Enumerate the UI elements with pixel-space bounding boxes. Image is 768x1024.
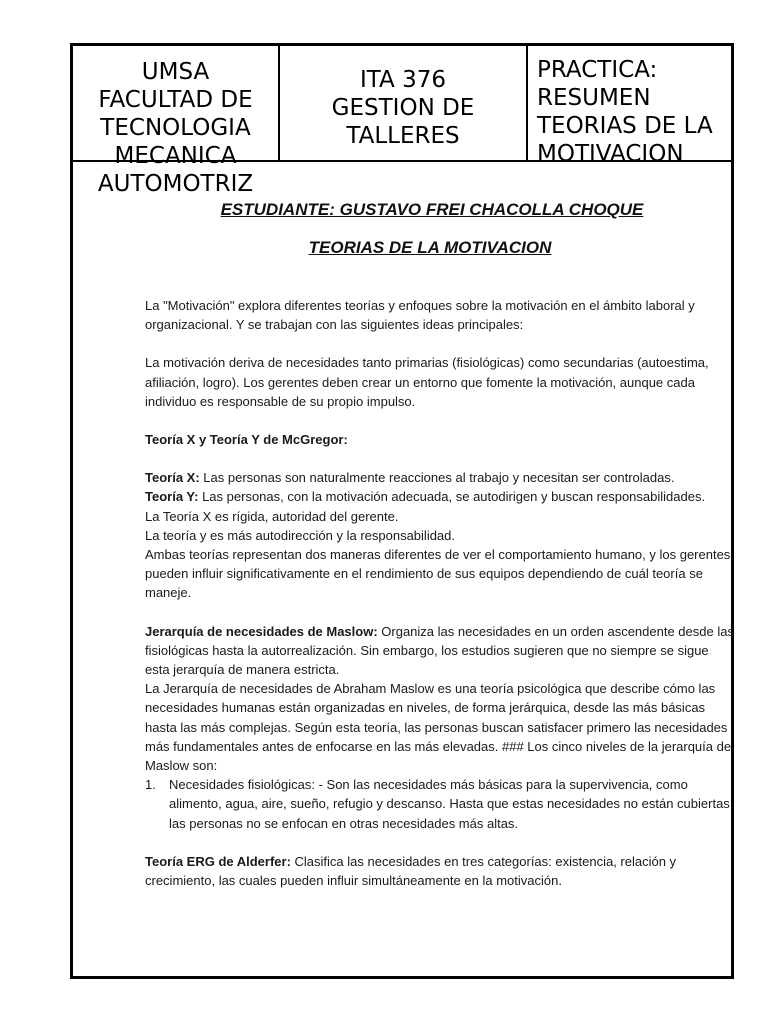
- main-title: TEORIAS DE LA MOTIVACION: [308, 238, 552, 257]
- list-item: [145, 775, 735, 833]
- header-line: AUTOMOTRIZ: [97, 171, 254, 197]
- header-cell-institution: [73, 46, 280, 197]
- paragraph-erg: [145, 852, 735, 890]
- header-line: TEORIAS DE LA: [537, 113, 713, 139]
- header-line: MOTIVACION: [537, 141, 684, 167]
- paragraph-maslow: [145, 622, 735, 680]
- header-table: [73, 46, 731, 197]
- student-heading: ESTUDIANTE: GUSTAVO FREI CHACOLLA CHOQUE: [220, 200, 644, 219]
- list-number: 1.: [145, 777, 156, 793]
- header-cell-course: [280, 46, 528, 160]
- header-line: TECNOLOGIA: [100, 115, 251, 141]
- page-frame: [70, 43, 734, 979]
- header-line: PRACTICA:: [537, 57, 658, 83]
- theory-x-text: Las personas son naturalmente reacciones al trabajo y necesitan ser controladas.: [199, 470, 675, 486]
- body-text: [145, 296, 735, 890]
- paragraph-maslow-detail: La Jerarquía de necesidades de Abraham Maslow es una teoría psicológica que describe cómo las necesidades humanas están organizadas en niveles, de forma jerárquica, desde las más básicas hasta las más complejas. Según esta teoría, las personas buscan satisfacer primero las necesidades más fundamentales antes de enfocarse en las más elevadas. ### Los cinco niveles de la jerarquía de Maslow son:: [145, 681, 732, 774]
- theory-y-line: [145, 487, 735, 506]
- header-cell-practice: [528, 46, 731, 167]
- theory-y-text: Las personas, con la motivación adecuada, se autodirigen y buscan responsabilidades.: [198, 489, 706, 505]
- theory-y-label: Teoría Y:: [145, 489, 199, 505]
- header-line: MECANICA: [114, 143, 237, 169]
- theory-y-self-line: La teoría y es más autodirección y la responsabilidad.: [145, 527, 456, 543]
- theory-x-label: Teoría X:: [145, 470, 200, 486]
- list-text: Necesidades fisiológicas: - Son las necesidades más básicas para la supervivencia, como alimento, agua, aire, sueño, refugio y descanso. Hasta que estas necesidades no están cubiertas, las personas no se enfocan en otras necesidades más altas.: [169, 777, 734, 831]
- header-line: GESTION DE: [331, 95, 475, 121]
- paragraph-both-theories: Ambas teorías representan dos maneras diferentes de ver el comportamiento humano, y los gerentes pueden influir significativamente en el rendimiento de sus equipos dependiendo de cuál teoría se maneje.: [145, 547, 731, 601]
- maslow-label: Jerarquía de necesidades de Maslow:: [145, 623, 378, 639]
- header-line: TALLERES: [346, 123, 460, 149]
- header-line: FACULTAD DE: [98, 87, 253, 113]
- erg-text: Clasifica las necesidades en tres categorías: existencia, relación y crecimiento, las cuales pueden influir simultáneamente en la motivación.: [145, 853, 677, 889]
- header-line: UMSA: [141, 59, 210, 85]
- header-line: ITA 376: [360, 67, 446, 93]
- theory-x-line: [145, 468, 735, 487]
- paragraph-intro: La "Motivación" explora diferentes teorías y enfoques sobre la motivación en el ámbito laboral y organizacional. Y se trabajan con las siguientes ideas principales:: [145, 298, 695, 333]
- mcgregor-heading: Teoría X y Teoría Y de McGregor:: [145, 432, 348, 448]
- erg-label: Teoría ERG de Alderfer:: [145, 853, 291, 869]
- header-line: RESUMEN: [537, 85, 651, 111]
- paragraph-needs: La motivación deriva de necesidades tanto primarias (fisiológicas) como secundarias (autoestima, afiliación, logro). Los gerentes deben crear un entorno que fomente la motivación, aunque cada individuo es responsable de su propio impulso.: [145, 355, 709, 409]
- theory-x-rigid-line: La Teoría X es rígida, autoridad del gerente.: [145, 508, 399, 524]
- maslow-text: Organiza las necesidades en un orden ascendente desde las fisiológicas hasta la autorrealización. Sin embargo, los estudios sugieren que no siempre se sigue esta jerarquía de manera estricta.: [145, 623, 734, 678]
